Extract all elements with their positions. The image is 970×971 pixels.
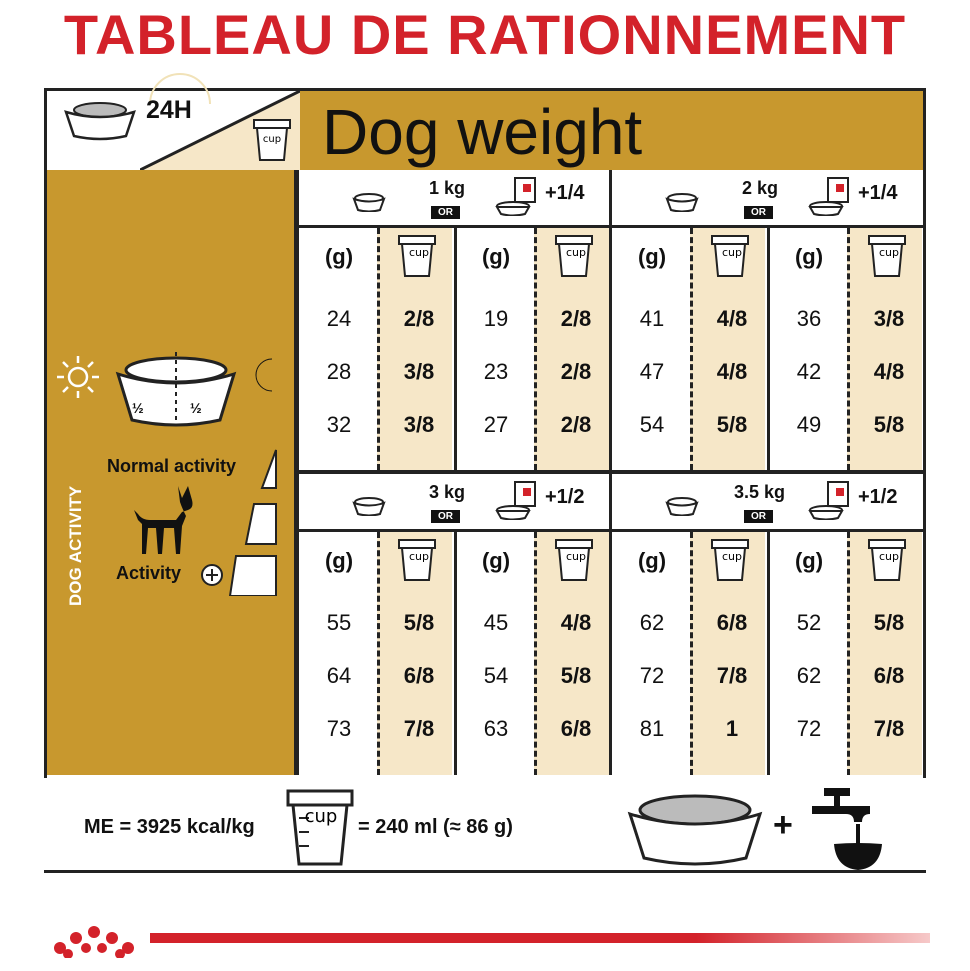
panel-header [299,474,609,532]
plus-icon [200,563,224,587]
weight-label: 3.5 kg [734,482,786,502]
svg-text:cup: cup [878,550,900,563]
plus-sign: + [773,806,793,844]
or-badge: OR [431,206,460,219]
column-dashed-divider [690,532,693,775]
weight-label: 3 kg [429,482,466,502]
cup-cell: 2/8 [560,306,592,331]
normal-activity-label: Normal activity [107,456,237,476]
split-bowl-icon [106,350,246,430]
activity-plus-label: Activity [116,563,182,583]
cup-cell: 3/8 [403,412,435,437]
half-right-label: ½ [190,400,202,416]
cup-cell: 4/8 [716,359,748,384]
svg-text:cup: cup [408,550,430,563]
bowl-icon [664,496,700,516]
panel-header [612,474,923,532]
cup-cell: 2/8 [403,306,435,331]
grams-cell: 28 [326,359,352,384]
cup-cell: 7/8 [403,716,435,741]
svg-text:cup: cup [878,246,900,259]
wet-food-amount: +1/4 [858,182,898,204]
grams-header: (g) [481,548,511,573]
cup-icon [252,118,292,162]
footer-divider [44,870,926,873]
cup-icon-label: cup [262,134,282,145]
cup-cell: 5/8 [873,610,905,635]
cup-icon [867,234,907,278]
grams-cell: 54 [483,663,509,688]
cup-cell: 5/8 [716,412,748,437]
cup-cell: 2/8 [560,412,592,437]
ration-panel [299,474,609,775]
column-dashed-divider [534,532,537,775]
cup-equivalence: = 240 ml (≈ 86 g) [358,816,513,838]
bowl-icon [351,192,387,212]
column-divider [767,228,770,470]
cup-icon [397,234,437,278]
column-divider [767,532,770,775]
grams-header: (g) [794,244,824,269]
panel-header [299,170,609,228]
cup-icon [554,538,594,582]
dog-icon [130,480,210,560]
grams-cell: 27 [483,412,509,437]
royal-canin-logo-icon [46,918,156,958]
column-dashed-divider [534,228,537,470]
dog-weight-title: Dog weight [322,96,643,168]
cup-icon [397,538,437,582]
wet-food-amount: +1/2 [545,486,585,508]
dog-weight-header [300,91,923,170]
time-label: 24H [146,96,192,124]
cup-cell: 4/8 [716,306,748,331]
grams-cell: 24 [326,306,352,331]
cup-cell: 1 [725,716,739,741]
svg-text:cup: cup [408,246,430,259]
moon-icon [252,355,282,395]
grams-header: (g) [794,548,824,573]
cup-icon [710,538,750,582]
grams-cell: 45 [483,610,509,635]
grams-cell: 52 [796,610,822,635]
column-divider [454,532,457,775]
metabolic-energy: ME = 3925 kcal/kg [84,816,255,838]
cup-cell: 4/8 [560,610,592,635]
cup-cell: 5/8 [560,663,592,688]
half-left-label: ½ [132,400,144,416]
or-badge: OR [744,206,773,219]
column-dashed-divider [847,532,850,775]
cup-cell: 6/8 [716,610,748,635]
grams-cell: 42 [796,359,822,384]
bowl-icon [664,192,700,212]
cup-cell: 3/8 [403,359,435,384]
or-badge: OR [744,510,773,523]
or-badge: OR [431,510,460,523]
water-tap-icon [810,784,890,874]
grams-cell: 36 [796,306,822,331]
svg-text:cup: cup [304,806,338,827]
bowl-icon [351,496,387,516]
cup-cell: 4/8 [873,359,905,384]
cup-icon [554,234,594,278]
grams-header: (g) [324,244,354,269]
wet-food-pouch-icon [806,176,858,216]
table-right-border [923,88,926,778]
cup-icon [867,538,907,582]
grams-cell: 55 [326,610,352,635]
grams-header: (g) [481,244,511,269]
grams-cell: 62 [639,610,665,635]
svg-text:cup: cup [565,246,587,259]
cup-cell: 2/8 [560,359,592,384]
ration-panel [299,170,609,470]
grams-cell: 62 [796,663,822,688]
column-dashed-divider [847,228,850,470]
grams-header: (g) [637,244,667,269]
column-dashed-divider [377,532,380,775]
grams-cell: 81 [639,716,665,741]
full-bowl-icon [620,788,770,868]
column-divider [454,228,457,470]
weight-label: 2 kg [742,178,779,198]
grams-header: (g) [637,548,667,573]
footer-red-bar [150,933,930,943]
panel-header [612,170,923,228]
grams-cell: 72 [639,663,665,688]
wet-food-pouch-icon [493,176,545,216]
svg-text:cup: cup [565,550,587,563]
grams-header: (g) [324,548,354,573]
grams-cell: 23 [483,359,509,384]
grams-cell: 47 [639,359,665,384]
grams-cell: 64 [326,663,352,688]
wet-food-pouch-icon [493,480,545,520]
weight-label: 1 kg [429,178,466,198]
cup-cell: 3/8 [873,306,905,331]
grams-cell: 63 [483,716,509,741]
dog-activity-label: DOG ACTIVITY [66,485,85,606]
svg-text:cup: cup [721,246,743,259]
cup-cell: 6/8 [560,716,592,741]
column-dashed-divider [690,228,693,470]
grams-cell: 19 [483,306,509,331]
grams-cell: 41 [639,306,665,331]
cup-icon [285,788,355,868]
cup-cell: 5/8 [403,610,435,635]
grams-cell: 72 [796,716,822,741]
ration-panel [612,474,923,775]
wet-food-pouch-icon [806,480,858,520]
sun-icon [55,354,101,400]
cup-icon [710,234,750,278]
column-dashed-divider [377,228,380,470]
activity-level-steps [224,446,284,596]
svg-text:cup: cup [721,550,743,563]
wet-food-amount: +1/2 [858,486,898,508]
wet-food-amount: +1/4 [545,182,585,204]
grams-cell: 49 [796,412,822,437]
grams-cell: 32 [326,412,352,437]
cup-cell: 6/8 [873,663,905,688]
grams-cell: 54 [639,412,665,437]
bowl-icon [60,96,140,146]
ration-panel [612,170,923,470]
cup-cell: 7/8 [716,663,748,688]
cup-cell: 6/8 [403,663,435,688]
cup-cell: 5/8 [873,412,905,437]
page-title: TABLEAU DE RATIONNEMENT [63,3,907,66]
cup-cell: 7/8 [873,716,905,741]
grams-cell: 73 [326,716,352,741]
